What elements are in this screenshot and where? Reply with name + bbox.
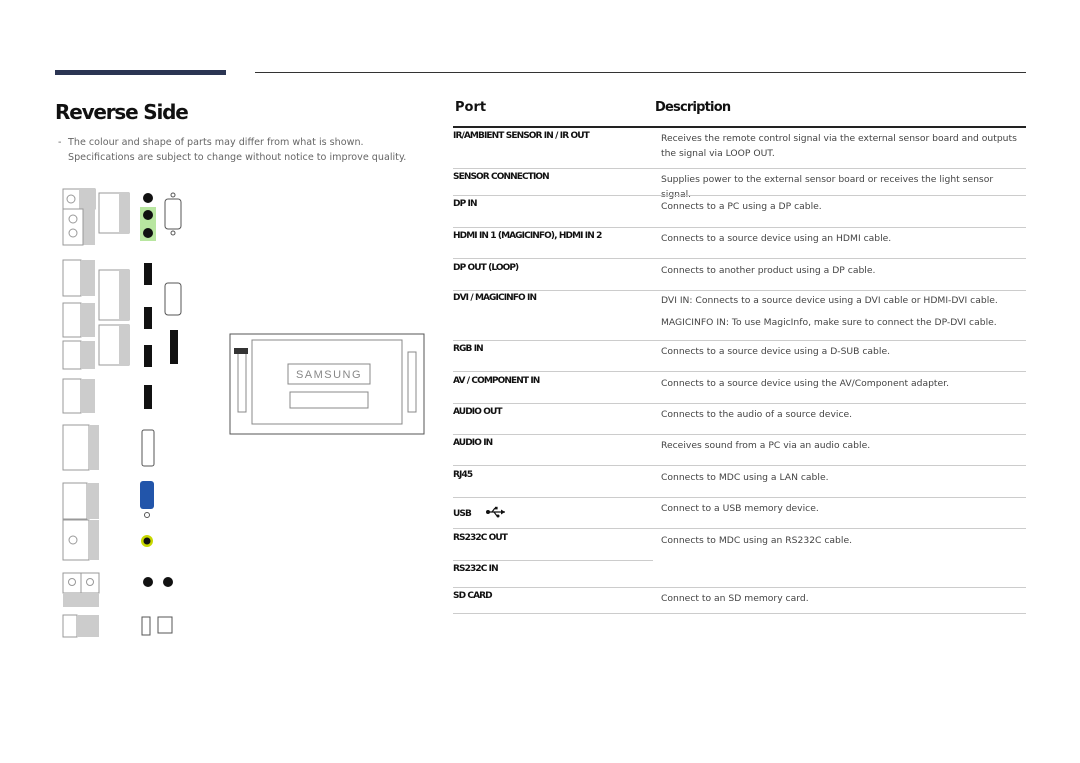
monitor-brand-label: SAMSUNG	[295, 369, 363, 381]
port-description: Connects to a PC using a DP cable.	[661, 201, 822, 212]
ir-sensor-port-illustration	[63, 189, 181, 245]
port-description: Connects to MDC using an RS232C cable.	[661, 535, 853, 546]
row-separator	[453, 497, 1026, 498]
row-separator	[453, 465, 1026, 466]
row-separator	[453, 434, 1026, 435]
port-name: AUDIO OUT	[453, 407, 502, 417]
dp-hdmi-port-illustration	[63, 260, 181, 413]
row-separator	[453, 371, 1026, 372]
port-description-secondary: MAGICINFO IN: To use MagicInfo, make sure to connect the DP-DVI cable.	[661, 317, 997, 328]
port-name: RGB IN	[453, 344, 483, 354]
row-separator	[453, 227, 1026, 228]
port-name: RS232C OUT	[453, 533, 508, 543]
port-name: AV / COMPONENT IN	[453, 376, 540, 386]
port-description: Receives sound from a PC via an audio cable.	[661, 440, 871, 451]
note-text: The colour and shape of parts may differ from what is shown. Specifications are subject to change without notice to improve quality.	[68, 137, 407, 163]
row-separator	[453, 613, 1026, 614]
port-name: IR/AMBIENT SENSOR IN / IR OUT	[453, 131, 589, 141]
row-separator	[453, 560, 653, 561]
table-header-rule	[453, 126, 1026, 128]
port-name: RS232C IN	[453, 564, 498, 574]
note-bullet: -	[58, 137, 62, 148]
port-column-header: Port	[455, 100, 487, 115]
description-column-header: Description	[655, 100, 731, 115]
port-name: USB	[453, 509, 471, 519]
port-description: Connects to MDC using a LAN cable.	[661, 472, 829, 483]
port-illustrations	[55, 185, 215, 645]
port-description: Connects to a source device using a D-SUB cable.	[661, 346, 891, 357]
row-separator	[453, 403, 1026, 404]
monitor-back-illustration	[228, 332, 428, 438]
port-description: Connects to the audio of a source device.	[661, 409, 853, 420]
usb-icon	[485, 506, 507, 518]
row-separator	[453, 290, 1026, 291]
port-name: RJ45	[453, 470, 473, 480]
row-separator	[453, 587, 1026, 588]
port-description: Connect to a USB memory device.	[661, 503, 819, 514]
port-description: Connects to a source device using an HDMI cable.	[661, 233, 892, 244]
page-title: Reverse Side	[55, 100, 188, 124]
usb-rj45-port-illustration	[63, 615, 172, 637]
header-accent-bar	[55, 70, 226, 75]
row-separator	[453, 168, 1026, 169]
row-separator	[453, 340, 1026, 341]
port-name: HDMI IN 1 (MAGICINFO), HDMI IN 2	[453, 231, 602, 241]
row-separator	[453, 528, 1026, 529]
port-description: Connects to a source device using the AV/Component adapter.	[661, 378, 950, 389]
port-description: Connect to an SD memory card.	[661, 593, 809, 604]
audio-port-illustration	[63, 573, 173, 607]
port-name: DP OUT (LOOP)	[453, 263, 519, 273]
spec-note	[58, 135, 433, 165]
port-description: Supplies power to the external sensor board or receives the light sensor	[661, 174, 994, 185]
port-name: AUDIO IN	[453, 438, 493, 448]
port-name: DP IN	[453, 199, 477, 209]
port-name: DVI / MAGICINFO IN	[453, 293, 537, 303]
row-separator	[453, 195, 1026, 196]
usb-port-label	[453, 501, 507, 520]
port-description: Connects to another product using a DP cable.	[661, 265, 876, 276]
port-name: SENSOR CONNECTION	[453, 172, 549, 182]
rgb-port-illustration	[63, 481, 154, 519]
header-rule	[255, 72, 1026, 73]
port-name: SD CARD	[453, 591, 492, 601]
dvi-port-illustration	[63, 425, 154, 470]
port-description: DVI IN: Connects to a source device using a DVI cable or HDMI-DVI cable. MAGICINFO IN: To use MagicInfo, make sure to connect the DP-DVI cable.	[661, 293, 1021, 330]
port-description: Receives the remote control signal via the external sensor board and outputs the signal via LOOP OUT.	[661, 133, 1017, 159]
av-port-illustration	[63, 520, 153, 560]
row-separator	[453, 258, 1026, 259]
